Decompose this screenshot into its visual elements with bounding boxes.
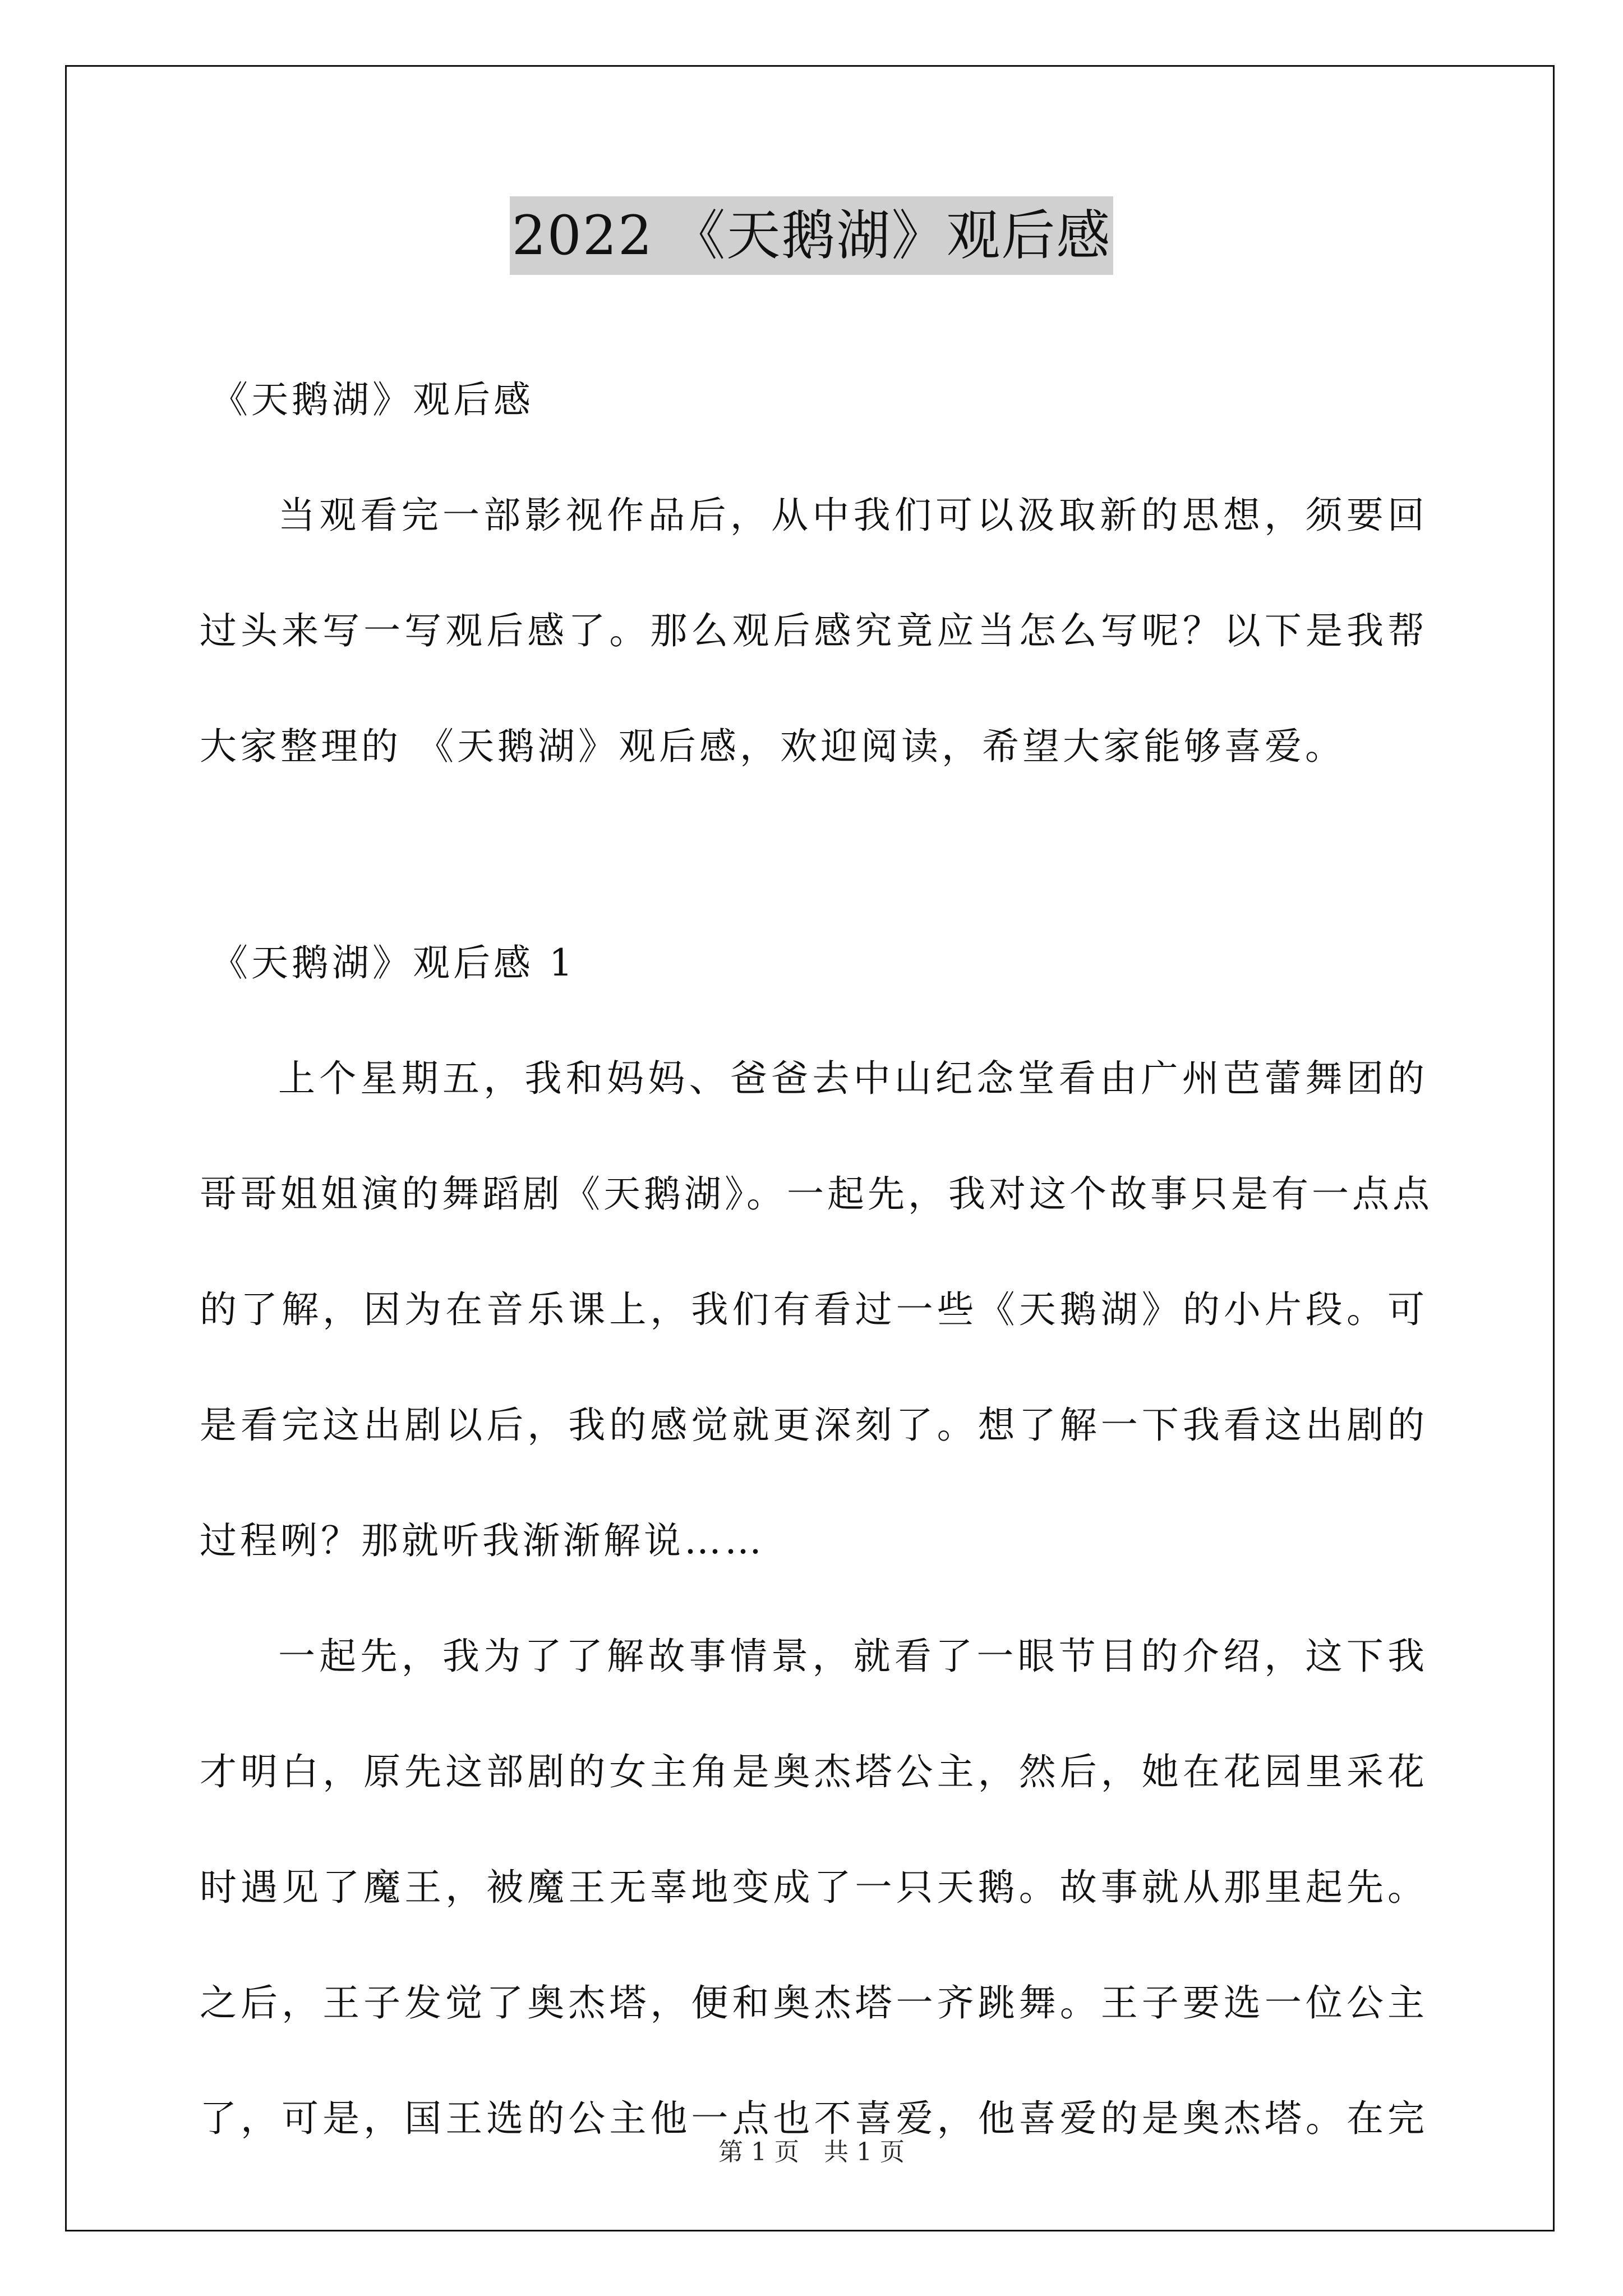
paragraph-line: 当观看完一部影视作品后，从中我们可以汲取新的思想，须要回 (278, 494, 1428, 537)
paragraph-line: 才明白，原先这部剧的女主角是奥杰塔公主，然后，她在花园里采花 (200, 1750, 1428, 1793)
paragraph-line: 的了解，因为在音乐课上，我们有看过一些《天鹅湖》的小片段。可 (200, 1288, 1428, 1331)
page-number: 第 1 页 共 1 页 (718, 2138, 905, 2166)
paragraph-line: 上个星期五，我和妈妈、爸爸去中山纪念堂看由广州芭蕾舞团的 (278, 1057, 1428, 1100)
section-heading: 《天鹅湖》观后感 1 (211, 941, 576, 984)
paragraph-line: 哥哥姐姐演的舞蹈剧《天鹅湖》。一起先，我对这个故事只是有一点点 (200, 1172, 1433, 1216)
paragraph-1 (200, 1021, 1433, 1599)
paragraph-line: 时遇见了魔王，被魔王无辜地变成了一只天鹅。故事就从那里起先。 (200, 1866, 1428, 1909)
paragraph-line: 了，可是，国王选的公主他一点也不喜爱，他喜爱的是奥杰塔。在完 (200, 2097, 1428, 2140)
paragraph-line: 大家整理的 《天鹅湖》观后感，欢迎阅读，希望大家能够喜爱。 (200, 725, 1345, 768)
paragraph-line: 是看完这出剧以后，我的感觉就更深刻了。想了解一下我看这出剧的 (200, 1404, 1428, 1447)
paragraph-line: 过程咧？那就听我渐渐解说…… (200, 1519, 765, 1562)
paragraph-line: 过头来写一写观后感了。那么观后感究竟应当怎么写呢？以下是我帮 (200, 609, 1428, 652)
intro-paragraph (200, 458, 1428, 804)
paragraph-line: 一起先，我为了了解故事情景，就看了一眼节目的介绍，这下我 (278, 1635, 1428, 1678)
paragraph-line: 之后，王子发觉了奥杰塔，便和奥杰塔一齐跳舞。王子要选一位公主 (200, 1981, 1428, 2024)
paragraph-2 (200, 1599, 1428, 2177)
document-body (200, 342, 1433, 2177)
document-title: 2022 《天鹅湖》观后感 (510, 196, 1114, 275)
subtitle: 《天鹅湖》观后感 (211, 378, 534, 421)
